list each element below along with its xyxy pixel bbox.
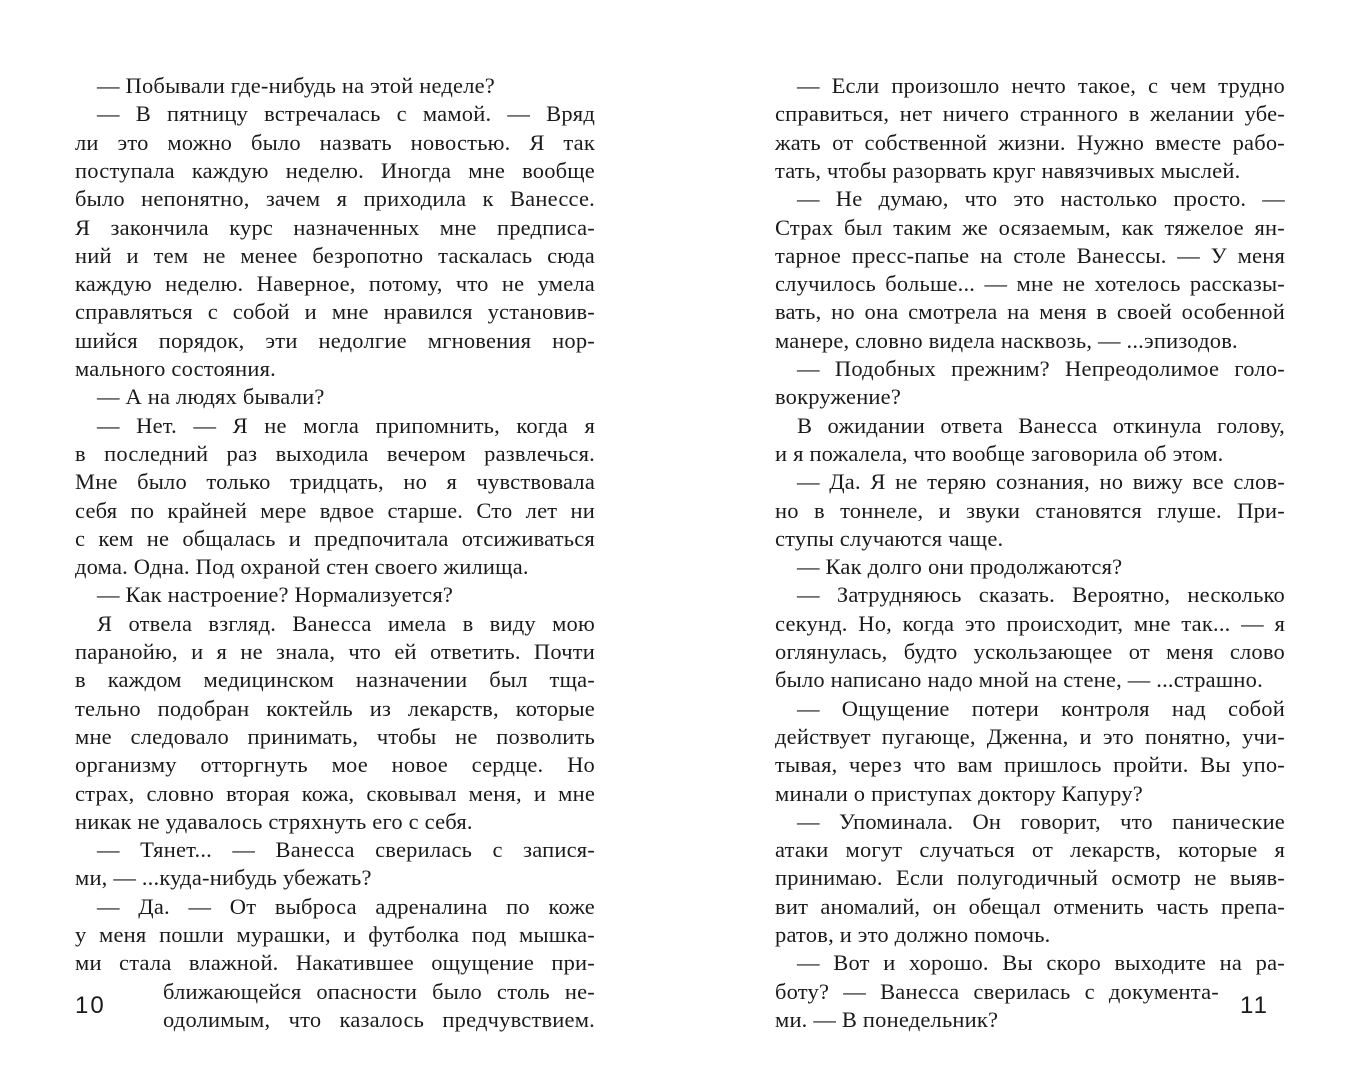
text-line: минали о приступах доктору Капуру?	[775, 780, 1143, 806]
text-line: одолимым, что казалось предчувствием.	[163, 1006, 595, 1032]
text-line: ми, — ...куда-нибудь убежать?	[75, 865, 372, 891]
text-line: — Как настроение? Нормализуется?	[97, 582, 454, 608]
text-line: Страх был таким же осязаемым, как тяжелое ян-	[775, 214, 1285, 240]
text-line: шийся порядок, эти недолгие мгновения нор-	[75, 327, 595, 353]
text-line: секунд. Но, когда это происходит, мне так... — я	[775, 610, 1285, 636]
text-line: Я отвела взгляд. Ванесса имела в виду мою	[97, 610, 595, 636]
text-line: вокружение?	[775, 384, 902, 410]
text-line: ли это можно было назвать новостью. Я так	[75, 129, 595, 155]
text-line: атаки могут случаться от лекарств, которые я	[775, 837, 1285, 863]
text-line: — Нет. — Я не могла припомнить, когда я	[97, 412, 595, 438]
text-line: в последний раз выходила вечером развлечься.	[75, 440, 595, 466]
text-line: ступы случаются чаще.	[775, 525, 1004, 551]
text-line: тать, чтобы разорвать круг навязчивых мыслей.	[775, 157, 1241, 183]
text-line: — Не думаю, что это настолько просто. —	[797, 186, 1285, 212]
text-line: — Подобных прежним? Непреодолимое голо-	[797, 356, 1285, 381]
text-line: — Да. — От выброса адреналина по коже	[97, 893, 595, 919]
text-line: каждую неделю. Наверное, потому, что не умела	[75, 271, 595, 297]
text-line: дома. Одна. Под охраной стен своего жилища.	[75, 554, 529, 580]
text-line: манере, словно видела насквозь, — ...эпизодов.	[775, 327, 1238, 353]
text-line: паранойю, и я не знала, что ей ответить. Почти	[75, 639, 595, 664]
text-line: вать, но она смотрела на меня в своей особенной	[775, 299, 1285, 325]
text-line: поступала каждую неделю. Иногда мне вообще	[75, 157, 595, 183]
page-number: 11	[1240, 992, 1269, 1019]
text-line: принимаю. Если полугодичный осмотр не выяв-	[775, 865, 1285, 891]
text-line: ний и тем не менее безропотно таскалась сюда	[75, 242, 595, 268]
text-line: — В пятницу встречалась с мамой. — Вряд	[97, 101, 595, 127]
text-line: боту? — Ванесса сверилась с документа-	[775, 978, 1219, 1004]
text-line: организму отторгнуть мое новое сердце. Но	[75, 752, 595, 778]
text-line: но в тоннеле, и звуки становятся глуше. При-	[775, 497, 1285, 523]
text-line: у меня пошли мурашки, и футболка под мышка-	[75, 922, 595, 947]
text-line: — Упоминала. Он говорит, что панические	[797, 808, 1285, 834]
text-line: — Побывали где-нибудь на этой неделе?	[97, 73, 495, 98]
text-line: с кем не общалась и предпочитала отсиживаться	[75, 525, 595, 551]
text-line: никак не удавалось стряхнуть его с себя.	[75, 808, 473, 834]
text-line: — Ощущение потери контроля над собой	[797, 695, 1285, 721]
text-line: — Если произошло нечто такое, с чем трудно	[797, 73, 1285, 98]
text-line: — А на людях бывали?	[97, 384, 325, 410]
text-line: ми стала влажной. Накатившее ощущение при-	[75, 950, 595, 976]
text-line: оглянулась, будто ускользающее от меня слово	[775, 639, 1285, 664]
text-line: и я пожалела, что вообще заговорила об этом.	[775, 440, 1224, 466]
text-line: мне следовало принимать, чтобы не позволить	[75, 723, 595, 749]
text-line: В ожидании ответа Ванесса откинула голову,	[797, 412, 1285, 438]
text-line: ми. — В понедельник?	[775, 1006, 999, 1032]
text-line: тельно подобран коктейль из лекарств, которые	[75, 695, 595, 721]
text-line: — Как долго они продолжаются?	[797, 554, 1123, 580]
text-line: Мне было только тридцать, но я чувствовала	[75, 469, 595, 495]
text-line: — Вот и хорошо. Вы скоро выходите на ра-	[797, 950, 1285, 976]
text-line: в каждом медицинском назначении был тща-	[75, 667, 595, 693]
text-line: случилось больше... — мне не хотелось рассказы-	[775, 271, 1285, 297]
text-line: ближающейся опасности было столь не-	[163, 978, 595, 1004]
text-line: — Тянет... — Ванесса сверилась с запися-	[97, 837, 595, 863]
text-line: справиться, нет ничего странного в желании убе-	[775, 101, 1285, 127]
text-line: мального состояния.	[75, 356, 276, 381]
text-line: — Затрудняюсь сказать. Вероятно, несколько	[797, 582, 1285, 608]
text-line: действует пугающе, Дженна, и это понятно, учи-	[775, 723, 1285, 749]
text-line: было написано надо мной на стене, — ...страшно.	[775, 667, 1263, 693]
page-number: 10	[75, 992, 106, 1019]
text-line: тарное пресс-папье на столе Ванессы. — У меня	[775, 242, 1285, 268]
text-line: было непонятно, зачем я приходила к Ванессе.	[75, 186, 595, 212]
text-line: страх, словно вторая кожа, сковывал меня, и мне	[75, 780, 595, 806]
text-line: вит аномалий, он обещал отменить часть препа-	[775, 893, 1285, 919]
text-line: жать от собственной жизни. Нужно вместе рабо-	[775, 129, 1285, 155]
text-line: себя по крайней мере вдвое старше. Сто лет ни	[75, 497, 595, 523]
text-line: ратов, и это должно помочь.	[775, 922, 1051, 947]
text-line: справляться с собой и мне нравился установив-	[75, 299, 595, 325]
text-line: Я закончила курс назначенных мне предписа-	[75, 214, 595, 240]
text-line: — Да. Я не теряю сознания, но вижу все слов-	[797, 469, 1285, 495]
text-line: тывая, через что вам пришлось пройти. Вы упо-	[775, 752, 1285, 778]
